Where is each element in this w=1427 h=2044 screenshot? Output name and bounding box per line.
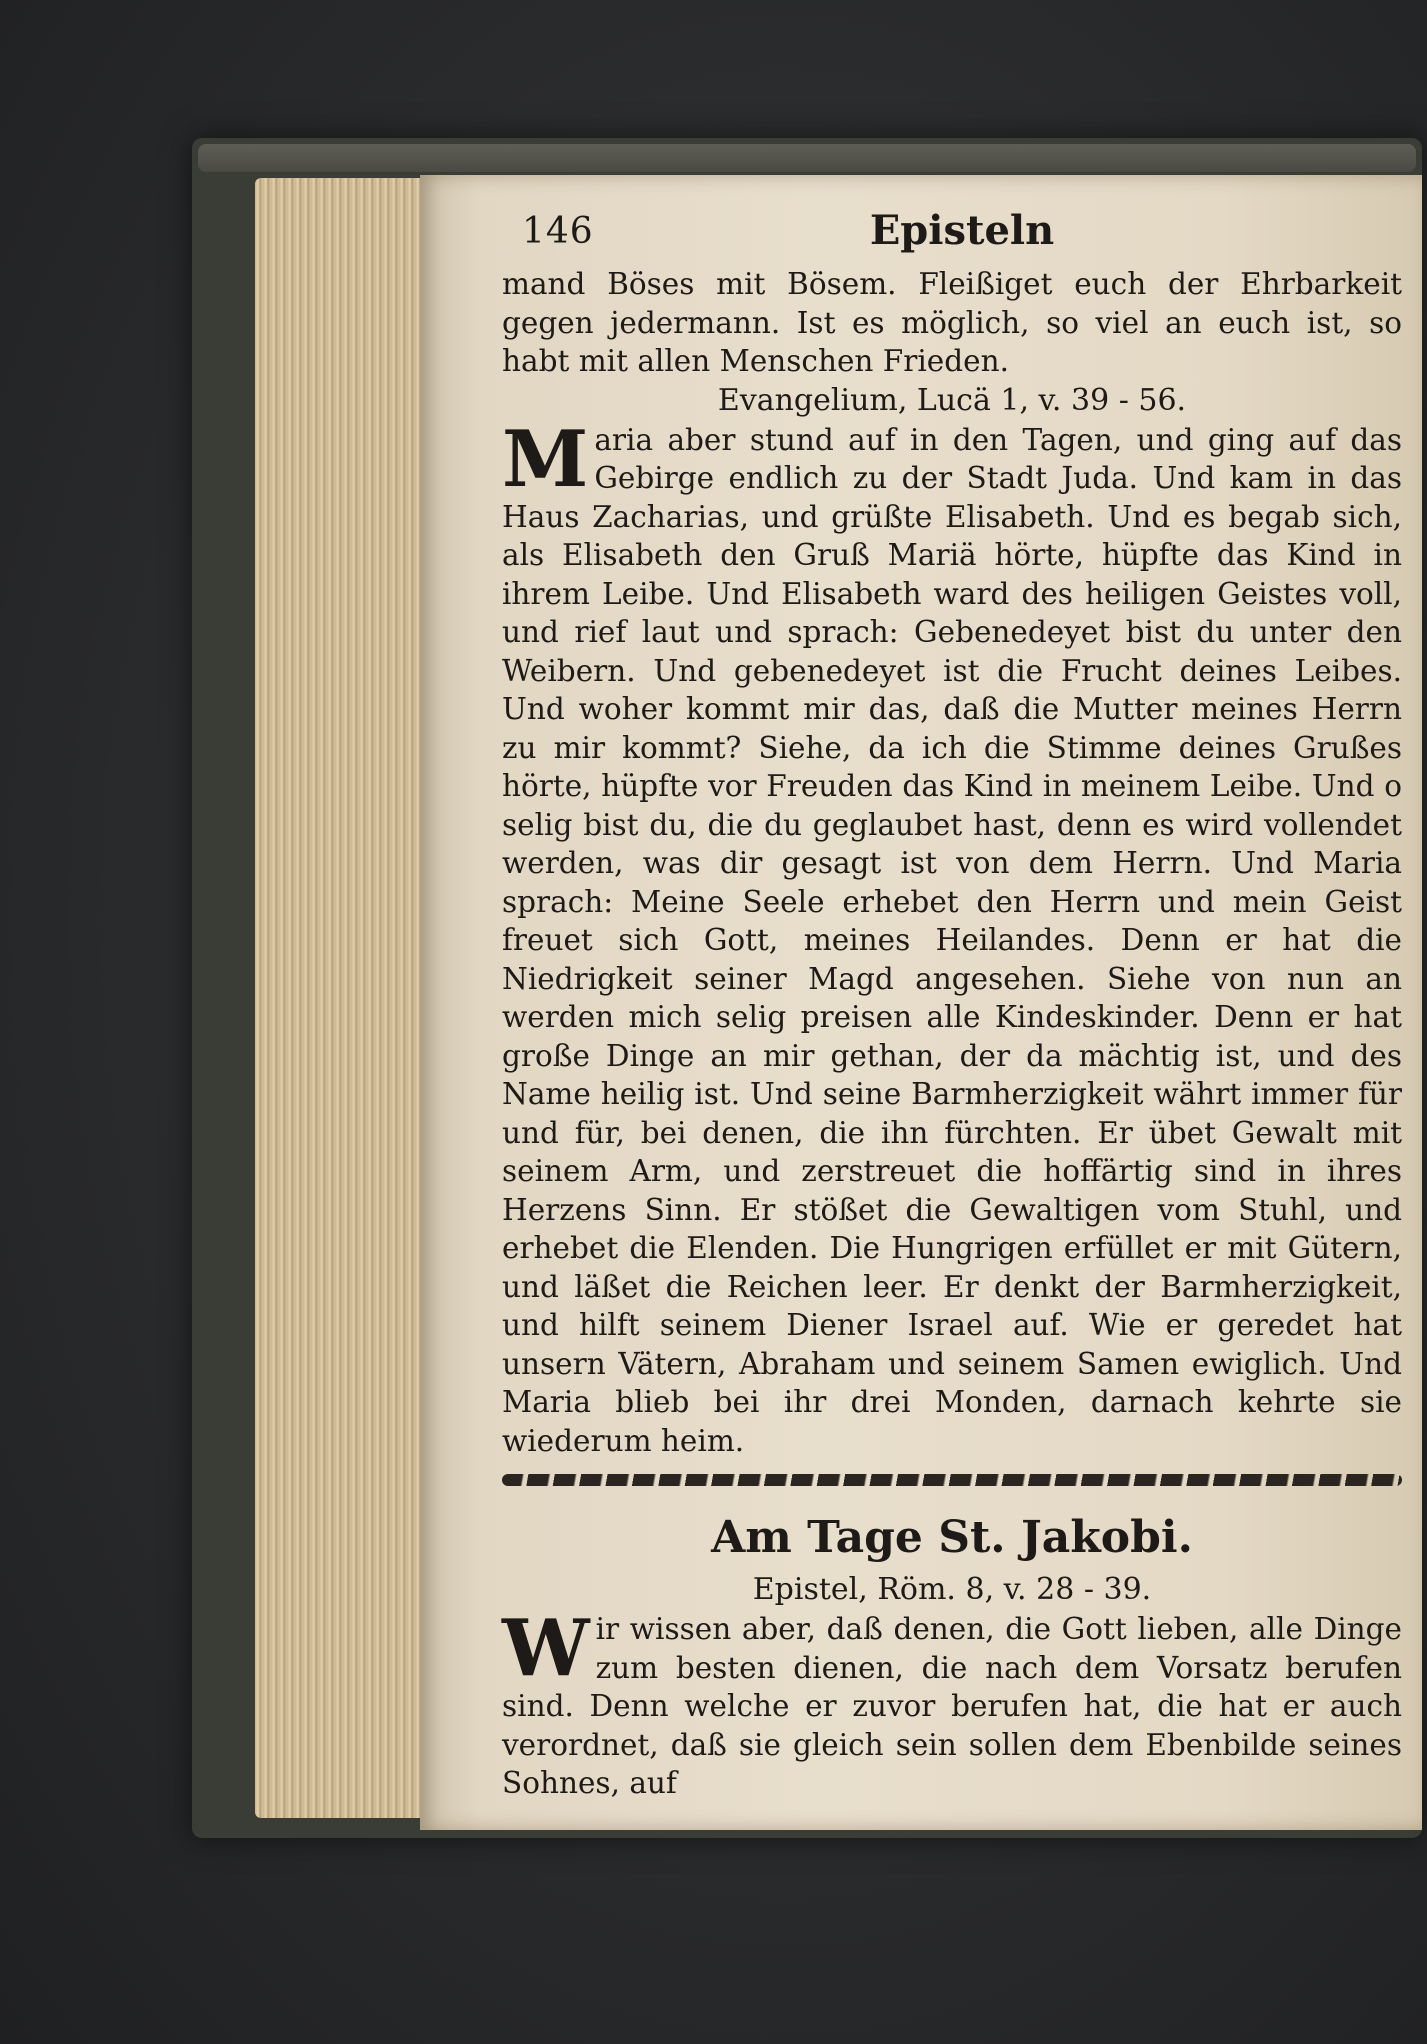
epistle-heading: Epistel, Röm. 8, v. 28 - 39. [752,1572,1152,1607]
gospel-text: aria aber stund auf in den Tagen, und ging auf das Gebirge endlich zu der Stadt Juda. Und kam in das Haus Zacharias, und grüßte Elisabeth. Und es begab sich, als Elisabeth den Gruß Mariä hörte, hüpfte das Kind in ihrem Leibe. Und Elisabeth ward des heiligen Geistes voll, und rief laut und sprach: Gebenedeyet bist du unter den Weibern. Und gebenedeyet ist die Frucht deines Leibes. Und woher kommt mir das, daß die Mutter meines Herrn zu mir kommt? Siehe, da ich die Stimme deines Grußes hörte, hüpfte vor Freuden das Kind in meinem Leibe. Und o selig bist du, die du geglaubet hast, denn es wird vollendet werden, was dir gesagt ist von dem Herrn. Und Maria sprach: Meine Seele erhebet den Herrn und mein Geist freuet sich Gott, meines Heilandes. Denn er hat die Niedrigkeit seiner Magd angesehen. Siehe von nun an werden mich selig preisen alle Kindeskinder. Denn er hat große Dinge an mir gethan, der da mächtig ist, und des Name heilig ist. Und seine Barmherzigkeit währt immer für und für, bei denen, die ihn fürchten. Er übet Gewalt mit seinem Arm, und zerstreuet die hoffärtig sind in ihres Herzens Sinn. Er stößet die Gewaltigen vom Stuhl, und erhebet die Elenden. Die Hungrigen erfüllet er mit Gütern, und läßet die Reichen leer. Er denkt der Barmherzigkeit, und hilft seinem Diener Israel auf. Wie er geredet hat unsern Vätern, Abraham und seinem Samen ewiglich. Und Maria blieb bei ihr drei Monden, darnach kehrte sie wiederum heim. [502,422,1402,1458]
gospel-dropcap: M [502,413,589,505]
epistle-paragraph [502,1603,1402,1803]
page-body [502,265,1402,1803]
epistle-dropcap: W [502,1603,590,1694]
running-head: Episteln [869,207,1055,254]
gospel-heading: Evangelium, Lucä 1, v. 39 - 56. [717,382,1187,418]
book-page [420,175,1422,1830]
section-title: Am Tage St. Jakobi. [711,1512,1193,1563]
opening-paragraph: mand Böses mit Bösem. Fleißiget euch der Ehrbarkeit gegen jedermann. Ist es möglich, so viel an euch ist, so habt mit allen Menschen Frieden. [502,267,1402,378]
page-number: 146 [522,211,594,252]
ornamental-divider [502,1474,1402,1486]
gospel-paragraph [502,413,1402,1461]
page-header [522,205,1402,257]
epistle-text: ir wissen aber, daß denen, die Gott lieben, alle Dinge zum besten dienen, die nach dem Vorsatz berufen sind. Denn welche er zuvor berufen hat, die hat er auch verordnet, daß sie gleich sein sollen dem Ebenbilde seines Sohnes, auf [502,1612,1402,1800]
